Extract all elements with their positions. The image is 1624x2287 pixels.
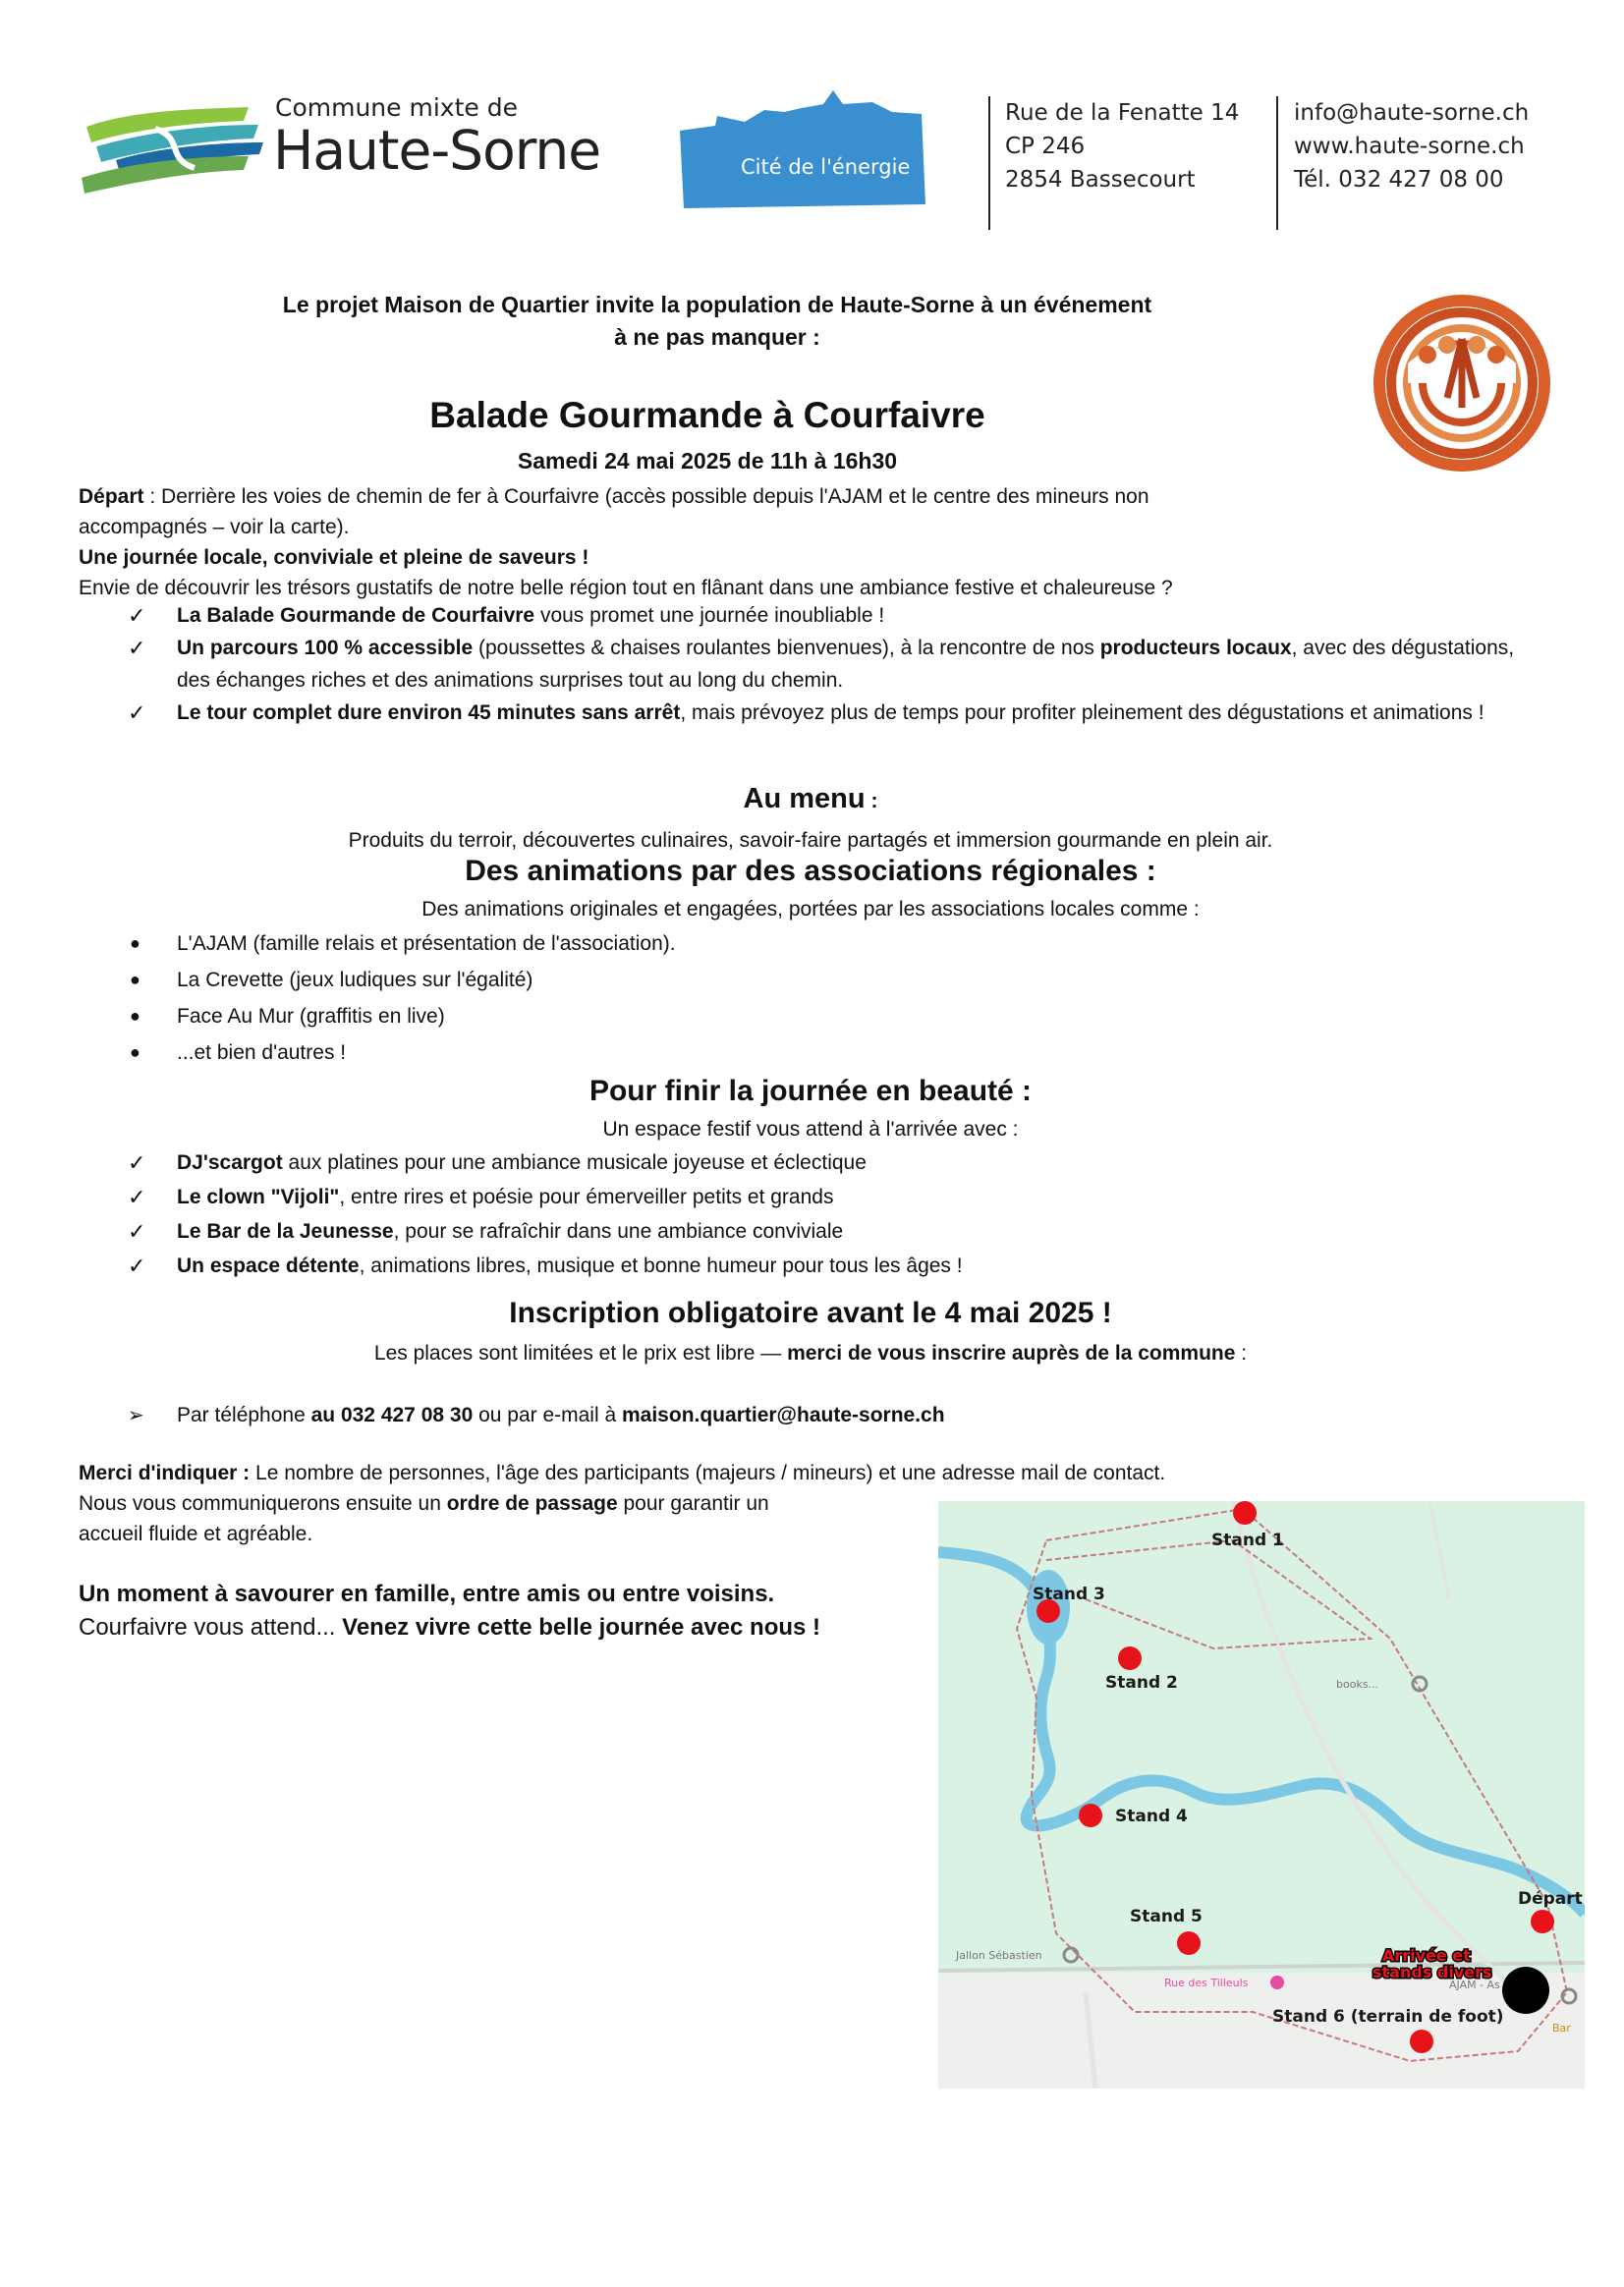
association-text: L'AJAM (famille relais et présentation de l'association). [177, 932, 676, 955]
highlight-bold-2: producteurs locaux [1099, 637, 1292, 659]
list-item [128, 1214, 1503, 1249]
checkmark-icon: ✓ [128, 603, 146, 628]
map-label-arrivee-2: stands divers [1372, 1963, 1492, 1981]
closing-line2-bold: Venez vivre cette belle journée avec nous ! [342, 1614, 821, 1641]
bullet-icon: ● [130, 1042, 140, 1062]
address-block [1005, 96, 1239, 196]
intro-line-1: Le projet Maison de Quartier invite la population de Haute-Sorne à un événement [282, 292, 1152, 317]
depart-line-2: accompagnés – voir la carte). [79, 516, 350, 538]
maison-quartier-emblem [1369, 290, 1555, 476]
checkmark-icon: ✓ [128, 636, 146, 660]
highlight-text: , mais prévoyez plus de temps pour profiter pleinement des dégustations et animations ! [680, 701, 1484, 724]
highlight-bold: Un parcours 100 % accessible [177, 637, 474, 659]
closing-line-1: Un moment à savourer en famille, entre amis ou entre voisins. [79, 1581, 775, 1607]
list-item [128, 1180, 1503, 1214]
inscription-contact [128, 1400, 1503, 1431]
cite-energie-icon [676, 86, 929, 209]
intro-text [138, 289, 1297, 354]
list-item [128, 632, 1552, 697]
inscription-title: Inscription obligatoire avant le 4 mai 2025 ! [509, 1297, 1112, 1329]
highlight-text: vous promet une journée inoubliable ! [534, 604, 885, 627]
haute-sorne-logo-mark [77, 99, 273, 197]
event-title: Balade Gourmande à Courfaivre [429, 395, 985, 435]
inscription-plain: Les places sont limitées et le prix est libre — [373, 1342, 788, 1365]
finish-text: aux platines pour une ambiance musicale joyeuse et éclectique [282, 1151, 867, 1174]
bullet-icon: ● [130, 933, 140, 953]
finish-text: , entre rires et poésie pour émerveiller petits et grands [339, 1186, 834, 1208]
closing-line2-pre: Courfaivre vous attend... [79, 1614, 343, 1641]
highlight-bold: Le tour complet dure environ 45 minutes sans arrêt [177, 701, 681, 724]
finish-bold: DJ'scargot [177, 1151, 283, 1174]
map-place-tilleuls: Rue des Tilleuls [1164, 1977, 1249, 1989]
finish-subtitle: Un espace festif vous attend à l'arrivée avec : [602, 1118, 1019, 1141]
map-label-stand-1: Stand 1 [1211, 1531, 1284, 1550]
finish-bold: Le clown "Vijoli" [177, 1186, 340, 1208]
map-label-arrivee-1: Arrivée et [1382, 1946, 1471, 1965]
haute-sorne-logo [77, 93, 627, 201]
finish-text: , pour se rafraîchir dans une ambiance conviviale [393, 1220, 844, 1243]
finish-title: Pour finir la journée en beauté : [588, 1075, 1033, 1107]
menu-text: Produits du terroir, découvertes culinaires, savoir-faire partagés et immersion gourmande en plein air. [348, 829, 1273, 852]
inscription-end: : [1235, 1342, 1248, 1365]
contact-block [1294, 96, 1529, 196]
menu-colon: : [865, 790, 878, 812]
contact-email-address[interactable]: maison.quartier@haute-sorne.ch [622, 1404, 945, 1426]
depart-label: Départ [79, 485, 144, 508]
merci-line2-pre: Nous vous communiquerons ensuite un [79, 1492, 447, 1515]
merci-line2-post: pour garantir un [617, 1492, 769, 1515]
address-street: Rue de la Fenatte 14 [1005, 100, 1240, 126]
finish-bold: Un espace détente [177, 1255, 360, 1277]
map-label-stand-4: Stand 4 [1115, 1807, 1188, 1826]
finish-bold: Le Bar de la Jeunesse [177, 1220, 394, 1243]
highlight-text: (poussettes & chaises roulantes bienvenues), à la rencontre de nos [473, 637, 1100, 659]
animations-title: Des animations par des associations régionales : [465, 855, 1156, 887]
event-date: Samedi 24 mai 2025 de 11h à 16h30 [517, 448, 898, 474]
highlights-list [128, 599, 1552, 729]
map-marker-stand-6 [1410, 2030, 1433, 2053]
association-text: La Crevette (jeux ludiques sur l'égalité) [177, 969, 533, 991]
map-place-jallon: Jallon Sébastien [956, 1949, 1042, 1962]
tagline: Une journée locale, conviviale et pleine de saveurs ! [79, 546, 589, 569]
address-city: 2854 Bassecourt [1005, 167, 1196, 193]
checkmark-icon: ✓ [128, 700, 146, 725]
header-divider-1 [988, 96, 990, 230]
merci-bold: Merci d'indiquer : [79, 1462, 251, 1484]
intro-line-2: à ne pas manquer : [614, 324, 820, 350]
checkmark-icon: ✓ [128, 1254, 146, 1278]
map-poi-pink-icon [1270, 1976, 1284, 1989]
depart-text-1: : Derrière les voies de chemin de fer à Courfaivre (accès possible depuis l'AJAM et le centre des mineurs non [143, 485, 1149, 508]
list-item [128, 1249, 1503, 1283]
map-label-depart: Départ [1518, 1889, 1583, 1909]
bullet-icon: ● [130, 1006, 140, 1026]
list-item [128, 925, 676, 962]
closing-paragraph [79, 1578, 820, 1645]
list-item [128, 599, 1552, 632]
cite-energie-logo [676, 86, 929, 209]
list-item [128, 1145, 1503, 1180]
associations-list [128, 925, 676, 1071]
contact-website[interactable]: www.haute-sorne.ch [1294, 134, 1525, 159]
logo-big-text: Haute-Sorne [273, 119, 601, 182]
route-map [938, 1501, 1585, 2089]
highlight-bold: La Balade Gourmande de Courfaivre [177, 604, 535, 627]
map-place-bar: Bar [1552, 2022, 1571, 2035]
map-place-books: books... [1336, 1678, 1379, 1691]
map-marker-stand-5 [1177, 1931, 1201, 1955]
bullet-icon: ● [130, 970, 140, 989]
contact-mid: ou par e-mail à [473, 1404, 622, 1426]
checkmark-icon: ✓ [128, 1150, 146, 1175]
contact-email[interactable]: info@haute-sorne.ch [1294, 100, 1530, 126]
association-text: ...et bien d'autres ! [177, 1041, 347, 1064]
list-item [128, 1034, 676, 1071]
cite-energie-label: Cité de l'énergie [741, 155, 911, 179]
checkmark-icon: ✓ [128, 1185, 146, 1209]
merci-text: Le nombre de personnes, l'âge des participants (majeurs / mineurs) et une adresse mail de contact. [250, 1462, 1166, 1484]
contact-phone: Tél. 032 427 08 00 [1294, 167, 1504, 193]
map-label-stand-6: Stand 6 (terrain de foot) [1272, 2007, 1504, 2027]
highlight-text-2: , avec des dégustations, des échanges riches et des animations surprises tout au long du chemin. [177, 637, 1515, 692]
contact-phone-number: au 032 427 08 30 [310, 1404, 474, 1426]
merci-line-3: accueil fluide et agréable. [79, 1523, 313, 1545]
merci-line2-bold: ordre de passage [446, 1492, 618, 1515]
map-label-stand-2: Stand 2 [1105, 1673, 1178, 1693]
map-marker-depart [1531, 1910, 1554, 1933]
closing-line-2 [79, 1611, 820, 1645]
map-marker-stand-4 [1079, 1804, 1102, 1827]
logo-small-text: Commune mixte de [275, 93, 518, 122]
envie-text: Envie de découvrir les trésors gustatifs de notre belle région tout en flânant dans une ambiance festive et chaleureuse ? [79, 577, 1173, 599]
depart-paragraph [79, 481, 1552, 603]
list-item [128, 962, 676, 998]
list-item [128, 697, 1552, 729]
finish-text: , animations libres, musique et bonne humeur pour tous les âges ! [359, 1255, 963, 1277]
animations-subtitle: Des animations originales et engagées, portées par les associations locales comme : [421, 898, 1200, 920]
depart-line-1 [79, 481, 1552, 512]
menu-title: Au menu [743, 783, 866, 814]
map-marker-stand-1 [1233, 1501, 1257, 1525]
header-divider-2 [1276, 96, 1278, 230]
inscription-subtitle [79, 1338, 1542, 1368]
association-text: Face Au Mur (graffitis en live) [177, 1005, 445, 1028]
contact-pre: Par téléphone [177, 1404, 311, 1426]
map-label-stand-5: Stand 5 [1130, 1907, 1203, 1926]
list-item [128, 998, 676, 1034]
address-po-box: CP 246 [1005, 134, 1086, 159]
arrow-bullet-icon: ➢ [128, 1405, 144, 1426]
checkmark-icon: ✓ [128, 1219, 146, 1244]
map-label-stand-3: Stand 3 [1033, 1585, 1105, 1604]
inscription-bold: merci de vous inscrire auprès de la commune [787, 1342, 1236, 1365]
merci-line-1 [79, 1458, 1552, 1488]
finish-list [128, 1145, 1503, 1283]
map-marker-stand-2 [1118, 1646, 1142, 1670]
map-marker-arrivee [1502, 1967, 1549, 2014]
map-place-ajam: AJAM - As [1449, 1979, 1500, 1991]
menu-heading [79, 783, 1542, 815]
